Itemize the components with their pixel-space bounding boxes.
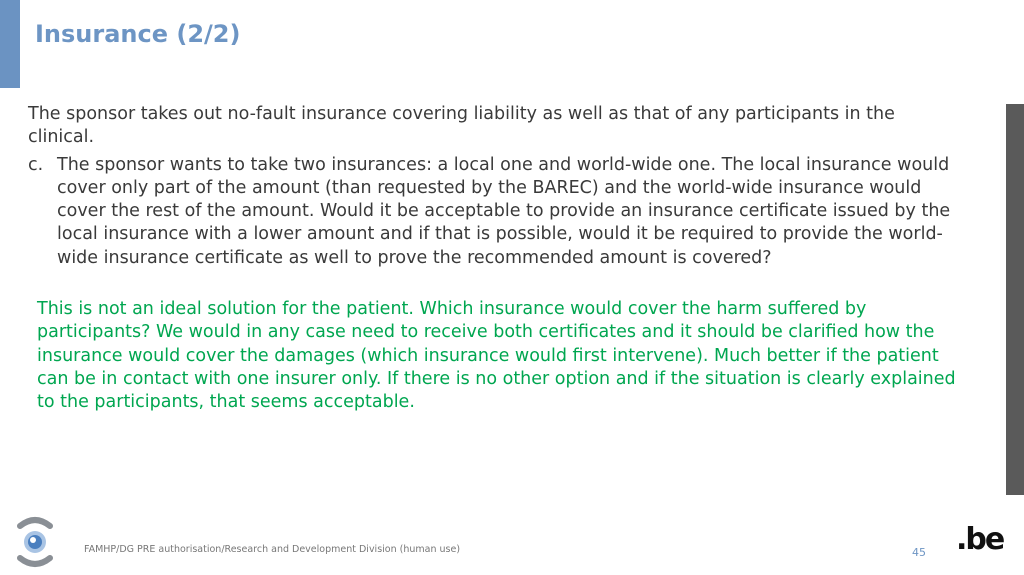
answer-paragraph: This is not an ideal solution for the patient. Which insurance would cover the harm suffered by participants? We would in any case need to receive both certificates and it should be clarified how the insurance would cover the damages (which insurance would first intervene). Much better if the patient can be in contact with one insurer only. If there is no other option and if the situation is clearly explained to the participants, that seems acceptable. xyxy=(37,299,956,413)
famhp-logo-icon xyxy=(14,516,56,568)
question-text: The sponsor wants to take two insurances: a local one and world-wide one. The local insurance would cover only part of the amount (than requested by the BAREC) and the world-wide insurance would cover the rest of the amount. Would it be acceptable to provide an insurance certificate issued by the local insurance with a lower amount and if that is possible, would it be required to provide the world-wide insurance certificate as well to prove the recommended amount is covered? xyxy=(57,154,951,268)
slide-title: Insurance (2/2) xyxy=(35,20,241,48)
footer-text: FAMHP/DG PRE authorisation/Research and Development Division (human use) xyxy=(84,544,461,555)
question-item xyxy=(28,154,963,270)
question-marker: c. xyxy=(28,154,44,175)
title-accent-bar xyxy=(0,0,20,88)
be-brand-logo: .be xyxy=(956,522,1004,557)
intro-paragraph: The sponsor takes out no-fault insurance covering liability as well as that of any participants in the clinical. xyxy=(28,104,895,148)
page-number: 45 xyxy=(912,546,926,559)
right-scroll-bar xyxy=(1006,104,1024,495)
slide-body xyxy=(28,103,963,270)
